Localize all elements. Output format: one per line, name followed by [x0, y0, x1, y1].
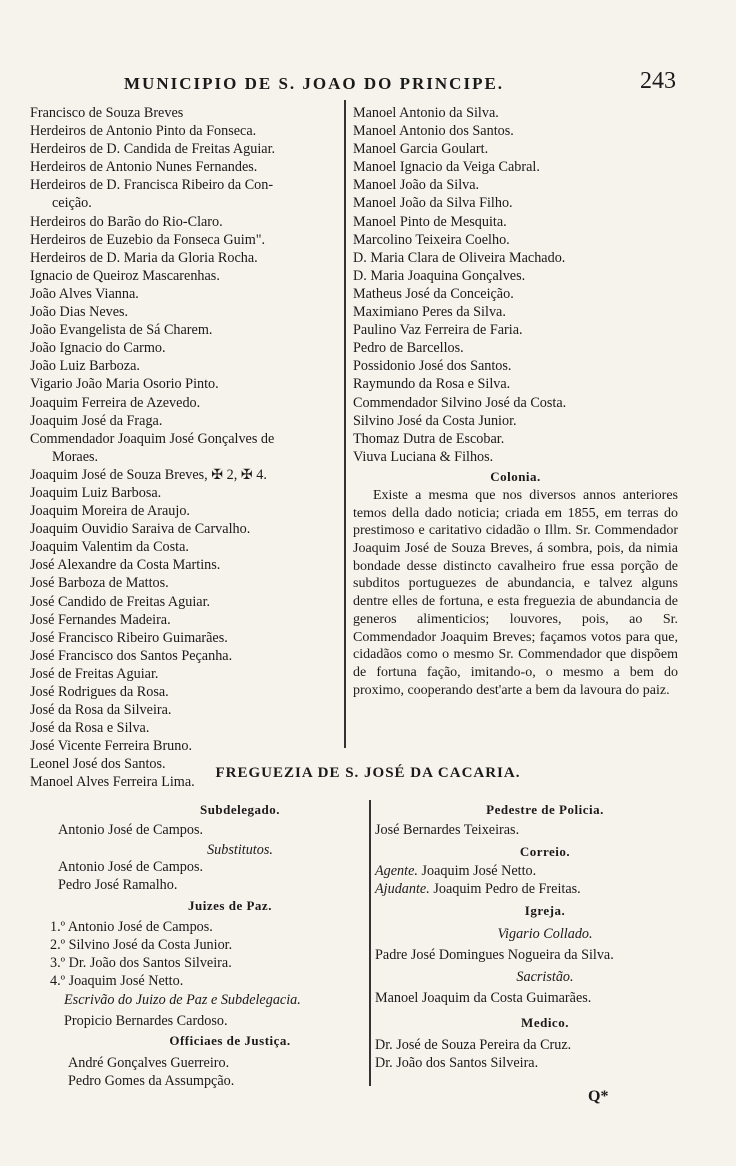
medico-name: Dr. João dos Santos Silveira. — [375, 1054, 539, 1071]
list-item: Francisco de Souza Breves — [30, 105, 184, 121]
list-item: João Evangelista de Sá Charem. — [30, 322, 213, 339]
list-item: Joaquim Valentim da Costa. — [30, 539, 189, 556]
landowner-list-left — [30, 104, 348, 792]
list-item: Manoel Ignacio da Veiga Cabral. — [353, 159, 540, 176]
list-item: José Barboza de Mattos. — [30, 575, 169, 592]
list-item: Paulino Vaz Ferreira de Faria. — [353, 322, 523, 339]
list-item: Joaquim José de Souza Breves, ✠ 2, ✠ 4. — [30, 466, 267, 483]
freguezia-title: FREGUEZIA DE S. JOSÉ DA CACARIA. — [215, 765, 521, 781]
list-item: Silvino José da Costa Junior. — [353, 412, 517, 429]
list-item: Pedro de Barcellos. — [353, 340, 464, 357]
list-item: Herdeiros de D. Candida de Freitas Aguiar. — [30, 141, 276, 158]
agente-label: Agente. — [375, 862, 418, 879]
list-item: Herdeiros de Euzebio da Fonseca Guim". — [30, 231, 266, 248]
list-item: Vigario João Maria Osorio Pinto. — [30, 376, 219, 393]
list-item: Marcolino Teixeira Coelho. — [353, 231, 510, 248]
list-item: Manoel Garcia Goulart. — [353, 141, 489, 158]
official-name: Pedro Gomes da Assumpção. — [68, 1073, 235, 1090]
juiz-ordinal: 4.º — [50, 972, 66, 989]
list-item: Herdeiros de Antonio Pinto da Fonseca. — [30, 123, 257, 140]
list-item: Commendador Joaquim José Gonçalves de — [30, 430, 275, 447]
list-item: Possidonio José dos Santos. — [353, 358, 512, 375]
medico-heading: Medico. — [521, 1014, 569, 1030]
vigario-name: Padre José Domingues Nogueira da Silva. — [375, 947, 614, 964]
list-item: Leonel José dos Santos. — [30, 756, 166, 773]
juiz-row — [50, 954, 370, 972]
list-item: Herdeiros de Antonio Nunes Fernandes. — [30, 159, 258, 176]
juiz-ordinal: 1.º — [50, 918, 66, 935]
agente-row — [375, 862, 675, 880]
substitutos-heading: Substitutos. — [207, 841, 273, 858]
subdelegado-name: Antonio José de Campos. — [58, 822, 204, 838]
pedestre-heading: Pedestre de Policia. — [486, 802, 604, 817]
list-item: Thomaz Dutra de Escobar. — [353, 430, 505, 447]
juiz-name: Dr. João dos Santos Silveira. — [68, 954, 232, 971]
list-item: Matheus José da Conceição. — [353, 285, 514, 302]
medico-name: Dr. José de Souza Pereira da Cruz. — [375, 1036, 572, 1053]
escrivao-heading: Escrivão do Juizo de Paz e Subdelegacia. — [64, 991, 301, 1008]
colonia-paragraph: Existe a mesma que nos diversos annos anteriores temos della dado noticia; criada em 1855, em terras do prestimoso e caritativo cidadão o Illm. Sr. Commendador Joaquim José de Souza Breves, á sombra, pois, da nimia bondade desse distincto cavalheiro frue essa porção de subditos portuguezes de abundancia, e talvez alguns dentre elles de fortuna, e esta freguezia de abundancia de generos alimenticios; louvores, pois, ao Sr. Commendador Joaquim Breves; façamos votos para que, cidadãos como o mesmo Sr. Commendador que dispõem de fortuna fação, imitando-o, o mesmo a bem do proximo, cooperando dest'arte a bem da lavoura do paiz. — [353, 487, 678, 698]
list-item: José Candido de Freitas Aguiar. — [30, 593, 211, 610]
list-item: Moraes. — [52, 448, 99, 465]
list-item: José da Rosa e Silva. — [30, 720, 150, 737]
ajudante-label: Ajudante. — [375, 880, 430, 897]
pedestre-name: José Bernardes Teixeiras. — [375, 822, 520, 838]
list-item: Joaquim Ouvidio Saraiva de Carvalho. — [30, 521, 251, 538]
agente-name: Joaquim José Netto. — [421, 862, 537, 879]
ajudante-name: Joaquim Pedro de Freitas. — [433, 880, 581, 897]
running-title: MUNICIPIO DE S. JOAO DO PRINCIPE. — [124, 74, 505, 93]
substituto-name: Antonio José de Campos. — [58, 858, 204, 875]
list-item: Commendador Silvino José da Costa. — [353, 394, 567, 411]
officiaes-heading: Officiaes de Justiça. — [169, 1033, 291, 1049]
list-item: José de Freitas Aguiar. — [30, 665, 159, 682]
list-item: Joaquim Luiz Barbosa. — [30, 484, 162, 501]
list-item: Manoel Antonio dos Santos. — [353, 123, 514, 140]
list-item: João Luiz Barboza. — [30, 358, 140, 375]
list-item: João Ignacio do Carmo. — [30, 340, 166, 357]
list-item: José Rodrigues da Rosa. — [30, 684, 169, 700]
list-item: José Vicente Ferreira Bruno. — [30, 738, 192, 755]
signature-mark: Q* — [588, 1088, 609, 1105]
juiz-ordinal: 3.º — [50, 954, 66, 971]
list-item: Manoel Alves Ferreira Lima. — [30, 774, 195, 791]
list-item: Joaquim José da Fraga. — [30, 412, 163, 429]
list-item: Joaquim Ferreira de Azevedo. — [30, 394, 201, 411]
freguezia-left-column — [50, 800, 370, 1091]
list-item: Manoel João da Silva. — [353, 177, 480, 194]
sacristao-name: Manoel Joaquim da Costa Guimarães. — [375, 990, 592, 1007]
landowner-list-right — [353, 104, 678, 699]
list-item: Viuva Luciana & Filhos. — [353, 448, 494, 465]
list-item: Joaquim Moreira de Araujo. — [30, 503, 190, 520]
igreja-heading: Igreja. — [524, 902, 566, 918]
escrivao-name: Propicio Bernardes Cardoso. — [64, 1013, 228, 1030]
list-item: ceição. — [52, 195, 92, 212]
correio-heading: Correio. — [519, 843, 571, 859]
juiz-name: Joaquim José Netto. — [68, 972, 184, 989]
list-item: Manoel João da Silva Filho. — [353, 195, 513, 212]
list-item: Herdeiros de D. Francisca Ribeiro da Con- — [30, 177, 274, 194]
juiz-ordinal: 2.º — [50, 936, 66, 953]
juiz-row — [50, 936, 370, 954]
list-item: Maximiano Peres da Silva. — [353, 304, 506, 321]
juiz-name: Silvino José da Costa Junior. — [68, 936, 233, 953]
colonia-heading: Colonia. — [490, 468, 541, 484]
juiz-name: Antonio José de Campos. — [67, 918, 213, 935]
list-item: Herdeiros de D. Maria da Gloria Rocha. — [30, 249, 258, 266]
list-item: José Francisco Ribeiro Guimarães. — [30, 629, 228, 646]
list-item: João Alves Vianna. — [30, 285, 139, 302]
official-name: André Gonçalves Guerreiro. — [68, 1055, 230, 1072]
list-item: José Fernandes Madeira. — [30, 611, 171, 628]
juizes-heading: Juizes de Paz. — [188, 897, 272, 913]
juiz-row — [50, 972, 370, 990]
subdelegado-heading: Subdelegado. — [199, 802, 281, 817]
list-item: Herdeiros do Barão do Rio-Claro. — [30, 213, 223, 230]
list-item: Raymundo da Rosa e Silva. — [353, 376, 511, 393]
list-item: D. Maria Clara de Oliveira Machado. — [353, 249, 566, 266]
list-item: D. Maria Joaquina Gonçalves. — [353, 267, 526, 284]
list-item: Ignacio de Queiroz Mascarenhas. — [30, 267, 220, 284]
juiz-row — [50, 918, 370, 936]
vigario-heading: Vigario Collado. — [497, 925, 593, 942]
list-item: Manoel Pinto de Mesquita. — [353, 213, 507, 230]
list-item: João Dias Neves. — [30, 304, 129, 321]
list-item: José Alexandre da Costa Martins. — [30, 557, 221, 574]
list-item: José da Rosa da Silveira. — [30, 702, 172, 719]
page-header — [110, 68, 676, 98]
substituto-name: Pedro José Ramalho. — [58, 876, 178, 893]
list-item: Manoel Antonio da Silva. — [353, 105, 499, 121]
freguezia-right-column — [375, 800, 675, 1072]
ajudante-row — [375, 880, 675, 898]
page-number: 243 — [640, 68, 676, 94]
sacristao-heading: Sacristão. — [516, 968, 574, 985]
list-item: José Francisco dos Santos Peçanha. — [30, 647, 233, 664]
